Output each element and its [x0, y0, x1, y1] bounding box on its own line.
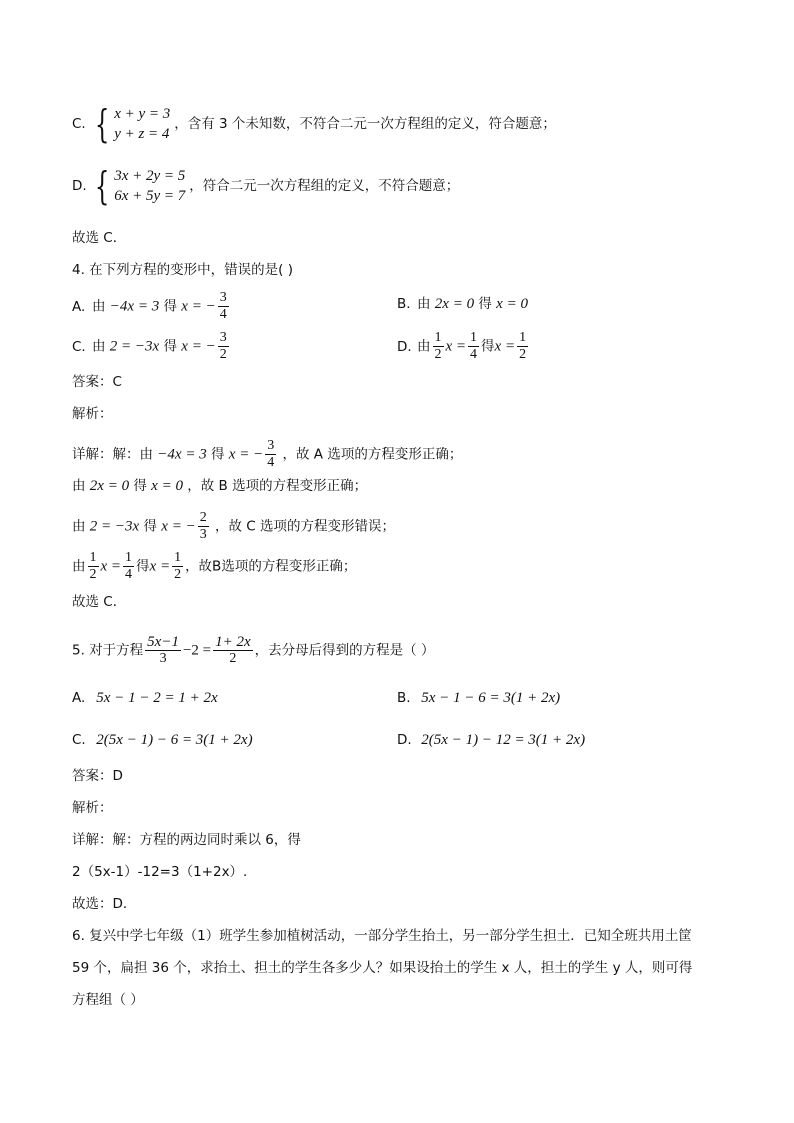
fraction [213, 634, 253, 667]
option-label: B. [397, 296, 411, 312]
denominator: 2 [174, 567, 182, 582]
option-c-prev [72, 104, 556, 144]
denominator: 3 [199, 527, 207, 542]
math: 2 = −3x [109, 338, 160, 355]
text: ，故B选项的方程变形正确； [185, 558, 357, 575]
text: 由 [417, 338, 431, 355]
fraction [468, 330, 479, 363]
text: 得 [163, 298, 177, 315]
text: 得 [163, 338, 177, 355]
math: x = [445, 338, 467, 355]
denominator: 2 [89, 567, 97, 582]
math: x = − [161, 518, 196, 535]
option-label: A. [72, 690, 86, 706]
option-d [397, 330, 530, 363]
numerator: 1 [89, 550, 97, 565]
text: ，故 A 选项的方程变形正确； [282, 446, 463, 463]
brace-symbol: { [94, 102, 110, 146]
text: 由 [92, 298, 106, 315]
question-stem-line: 方程组（ ） [72, 992, 144, 1008]
numerator: 3 [219, 330, 227, 345]
text: 5. 对于方程 [72, 642, 144, 659]
numerator: 1 [470, 330, 478, 345]
text: ，故 C 选项的方程变形错误； [215, 518, 396, 535]
denominator: 2 [519, 347, 527, 362]
text: 由 [72, 478, 86, 494]
detail-line [72, 438, 462, 471]
math: 5x − 1 − 2 = 1 + 2x [96, 690, 218, 706]
text: 由 [92, 338, 106, 355]
answer: 答案：C [72, 374, 122, 390]
option-d [397, 730, 585, 750]
numerator: 3 [219, 290, 227, 305]
numerator: 1 [174, 550, 182, 565]
detail-line [72, 510, 395, 543]
option-b [397, 294, 528, 314]
math: x = 0 [151, 478, 183, 494]
denominator: 2 [219, 347, 227, 362]
detail-line: 详解：解：方程的两边同时乘以 6，得 [72, 832, 301, 848]
option-text: ，符合二元一次方程组的定义，不符合题意； [189, 178, 460, 194]
math: x = − [181, 338, 216, 355]
analysis-label: 解析： [72, 800, 113, 816]
equation-line: x + y = 3 [114, 106, 171, 122]
text: 得 [133, 478, 147, 494]
fraction [198, 510, 209, 543]
conclusion: 故选 C． [72, 594, 127, 610]
conclusion: 故选：D． [72, 896, 137, 912]
equation-line: 6x + 5y = 7 [114, 188, 186, 204]
option-label: A. [72, 298, 86, 315]
math: 2x = 0 [89, 478, 130, 494]
option-label: D. [72, 178, 87, 194]
option-label: B. [397, 690, 411, 706]
fraction [433, 330, 444, 363]
fraction [218, 330, 229, 363]
denominator: 2 [229, 651, 237, 666]
text: 由 [72, 518, 86, 535]
fraction [145, 634, 181, 667]
equation-system [114, 166, 185, 206]
denominator: 4 [125, 567, 133, 582]
numerator: 5x−1 [147, 634, 179, 650]
analysis-label: 解析： [72, 406, 113, 422]
question-stem-line: 59 个，扁担 36 个，求抬土、担土的学生各多少人？如果设抬土的学生 x 人，担土的学生 y 人，则可得 [72, 960, 693, 976]
denominator: 4 [267, 455, 275, 470]
text: 详解：解：由 [72, 446, 153, 463]
numerator: 2 [199, 510, 207, 525]
numerator: 1+ 2x [215, 634, 251, 650]
numerator: 1 [125, 550, 133, 565]
fraction [123, 550, 134, 583]
math: x = [100, 558, 122, 575]
option-c [72, 730, 253, 750]
math: 2x = 0 [434, 296, 475, 312]
equation-system [114, 104, 170, 144]
text: 得 [143, 518, 157, 535]
option-label: D. [397, 338, 412, 355]
fraction [517, 330, 528, 363]
math: x = 0 [496, 296, 528, 312]
detail-line: 2（5x-1）-12=3（1+2x）. [72, 864, 248, 880]
option-text: ，含有 3 个未知数，不符合二元一次方程组的定义，符合题意； [174, 116, 556, 132]
denominator: 4 [219, 307, 227, 322]
math: −2 = [182, 642, 212, 659]
conclusion: 故选 C． [72, 230, 127, 246]
option-a [72, 688, 218, 708]
text: ，故 B 选项的方程变形正确； [187, 478, 368, 494]
math: x = [494, 338, 516, 355]
brace-symbol: { [94, 164, 110, 208]
numerator: 3 [267, 438, 275, 453]
numerator: 1 [519, 330, 527, 345]
math: 2(5x − 1) − 6 = 3(1 + 2x) [96, 732, 253, 748]
fraction [265, 438, 276, 471]
denominator: 4 [470, 347, 478, 362]
detail-line [72, 476, 367, 496]
denominator: 2 [434, 347, 442, 362]
math: 2(5x − 1) − 12 = 3(1 + 2x) [421, 732, 586, 748]
equation-line: y + z = 4 [114, 126, 170, 142]
fraction [218, 290, 229, 323]
math: −4x = 3 [157, 446, 207, 463]
text: 得 [481, 338, 495, 355]
detail-line [72, 550, 356, 583]
denominator: 3 [159, 651, 167, 666]
text: 得 [478, 296, 492, 312]
math: x = [149, 558, 171, 575]
option-label: C. [72, 116, 86, 132]
math: x = − [228, 446, 264, 463]
equation-line: 3x + 2y = 5 [114, 168, 186, 184]
fraction [172, 550, 183, 583]
question-stem [72, 634, 434, 667]
fraction [88, 550, 99, 583]
text: 由 [417, 296, 431, 312]
text: ，去分母后得到的方程是（ ） [254, 642, 435, 659]
option-label: C. [72, 338, 86, 355]
option-label: C. [72, 732, 86, 748]
text: 由 [72, 558, 86, 575]
text: 得 [211, 446, 225, 463]
math: 2 = −3x [89, 518, 140, 535]
text: 得 [136, 558, 150, 575]
option-label: D. [397, 732, 412, 748]
math: 5x − 1 − 6 = 3(1 + 2x) [421, 690, 561, 706]
numerator: 1 [434, 330, 442, 345]
math: −4x = 3 [109, 298, 160, 315]
option-b [397, 688, 560, 708]
question-stem-line: 6. 复兴中学七年级（1）班学生参加植树活动，一部分学生抬土，另一部分学生担土．已知全班共用土筐 [72, 928, 692, 944]
option-c [72, 330, 231, 363]
question-stem: 4. 在下列方程的变形中，错误的是( ) [72, 262, 293, 278]
option-d-prev [72, 166, 459, 206]
answer: 答案：D [72, 768, 123, 784]
math: x = − [181, 298, 216, 315]
option-a [72, 290, 231, 323]
